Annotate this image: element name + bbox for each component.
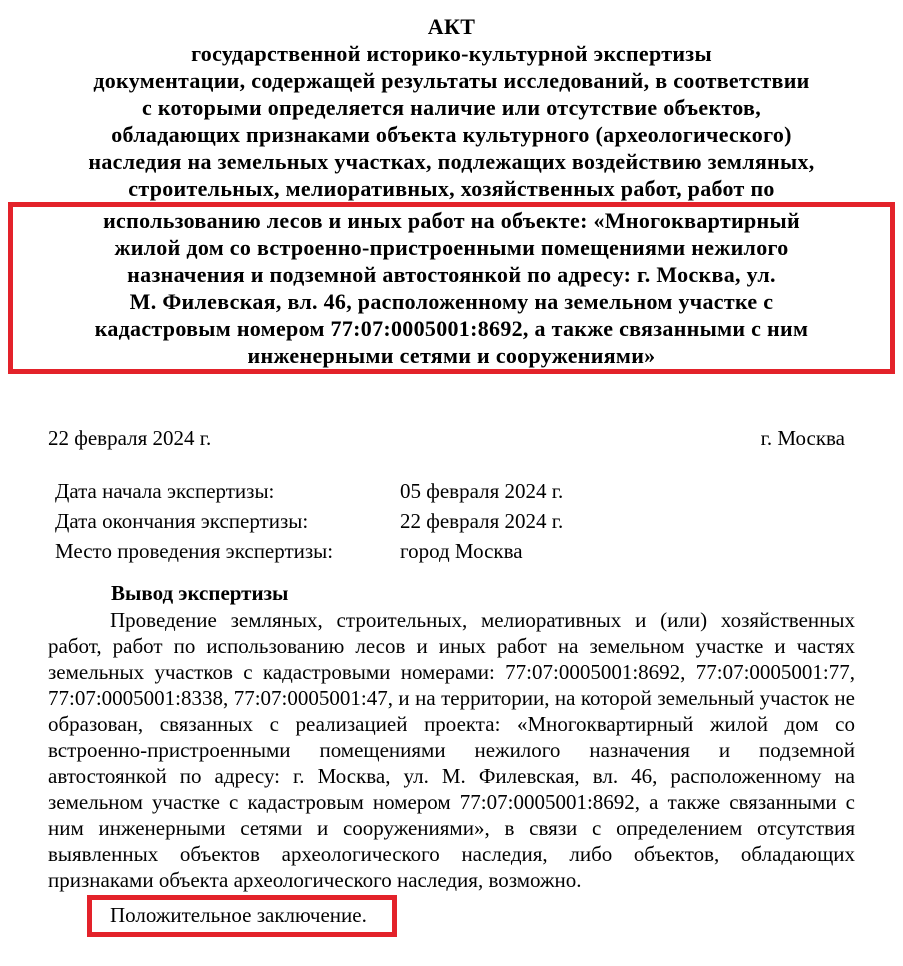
detail-value: 22 февраля 2024 г.: [400, 509, 564, 533]
title-line: с которыми определяется наличие или отсутствие объектов,: [141, 95, 761, 120]
title-line: документации, содержащей результаты исследований, в соответствии: [93, 68, 810, 93]
document-title: АКТ: [427, 14, 476, 39]
boxed-title-line: жилой дом со встроенно-пристроенными помещениями нежилого: [114, 235, 789, 260]
boxed-title-line: назначения и подземной автостоянкой по адресу: г. Москва, ул.: [127, 262, 776, 287]
detail-row-end-date: [55, 506, 855, 536]
title-line: строительных, мелиоративных, хозяйственных работ, работ по: [128, 176, 775, 201]
expertise-details: [55, 476, 855, 566]
highlight-box-object-description: [8, 202, 895, 374]
detail-value: 05 февраля 2024 г.: [400, 479, 564, 503]
document-place: г. Москва: [760, 426, 845, 450]
detail-label: Место проведения экспертизы:: [55, 539, 334, 563]
document-title-block: [0, 0, 903, 202]
title-line: наследия на земельных участках, подлежащих воздействию земляных,: [88, 149, 815, 174]
title-line: государственной историко-культурной экспертизы: [191, 41, 712, 66]
conclusion-heading: Вывод экспертизы: [111, 581, 289, 605]
title-line: обладающих признаками объекта культурного (археологического): [111, 122, 792, 147]
detail-value: город Москва: [400, 539, 523, 563]
conclusion-result: Положительное заключение.: [110, 903, 367, 927]
detail-row-location: [55, 536, 855, 566]
conclusion-paragraph: Проведение земляных, строительных, мелиоративных и (или) хозяйственных работ, работ по использованию лесов и иных работ на земельном участке и частях земельных участков с кадастровыми номерами: 77:07:0005001:8692, 77:07:0005001:77, 77:07:0005001:8338, 77:07:0005001:47, и на территории, на которой земельный участок не образован, связанных с реализацией проекта: «Многоквартирный жилой дом со встроенно-пристроенными помещениями нежилого назначения и подземной автостоянкой по адресу: г. Москва, ул. М. Филевская, вл. 46, расположенному на земельном участке с кадастровым номером 77:07:0005001:8692, а также связанными с ним инженерными сетями и сооружениями», в связи с определением отсутствия выявленных объектов археологического наследия, либо объектов, обладающих признаками объекта археологического наследия, возможно.: [48, 608, 855, 892]
boxed-title-line: использованию лесов и иных работ на объекте: «Многоквартирный: [103, 208, 800, 233]
detail-row-start-date: [55, 476, 855, 506]
boxed-title-line: инженерными сетями и сооружениями»: [247, 343, 656, 368]
boxed-title-line: кадастровым номером 77:07:0005001:8692, а также связанными с ним: [94, 316, 809, 341]
boxed-title-line: М. Филевская, вл. 46, расположенному на земельном участке с: [129, 289, 774, 314]
detail-label: Дата начала экспертизы:: [55, 479, 275, 503]
document-date: 22 февраля 2024 г.: [48, 426, 212, 450]
detail-label: Дата окончания экспертизы:: [55, 509, 309, 533]
highlight-box-positive-conclusion: [87, 895, 397, 937]
date-place-line: [48, 426, 845, 450]
